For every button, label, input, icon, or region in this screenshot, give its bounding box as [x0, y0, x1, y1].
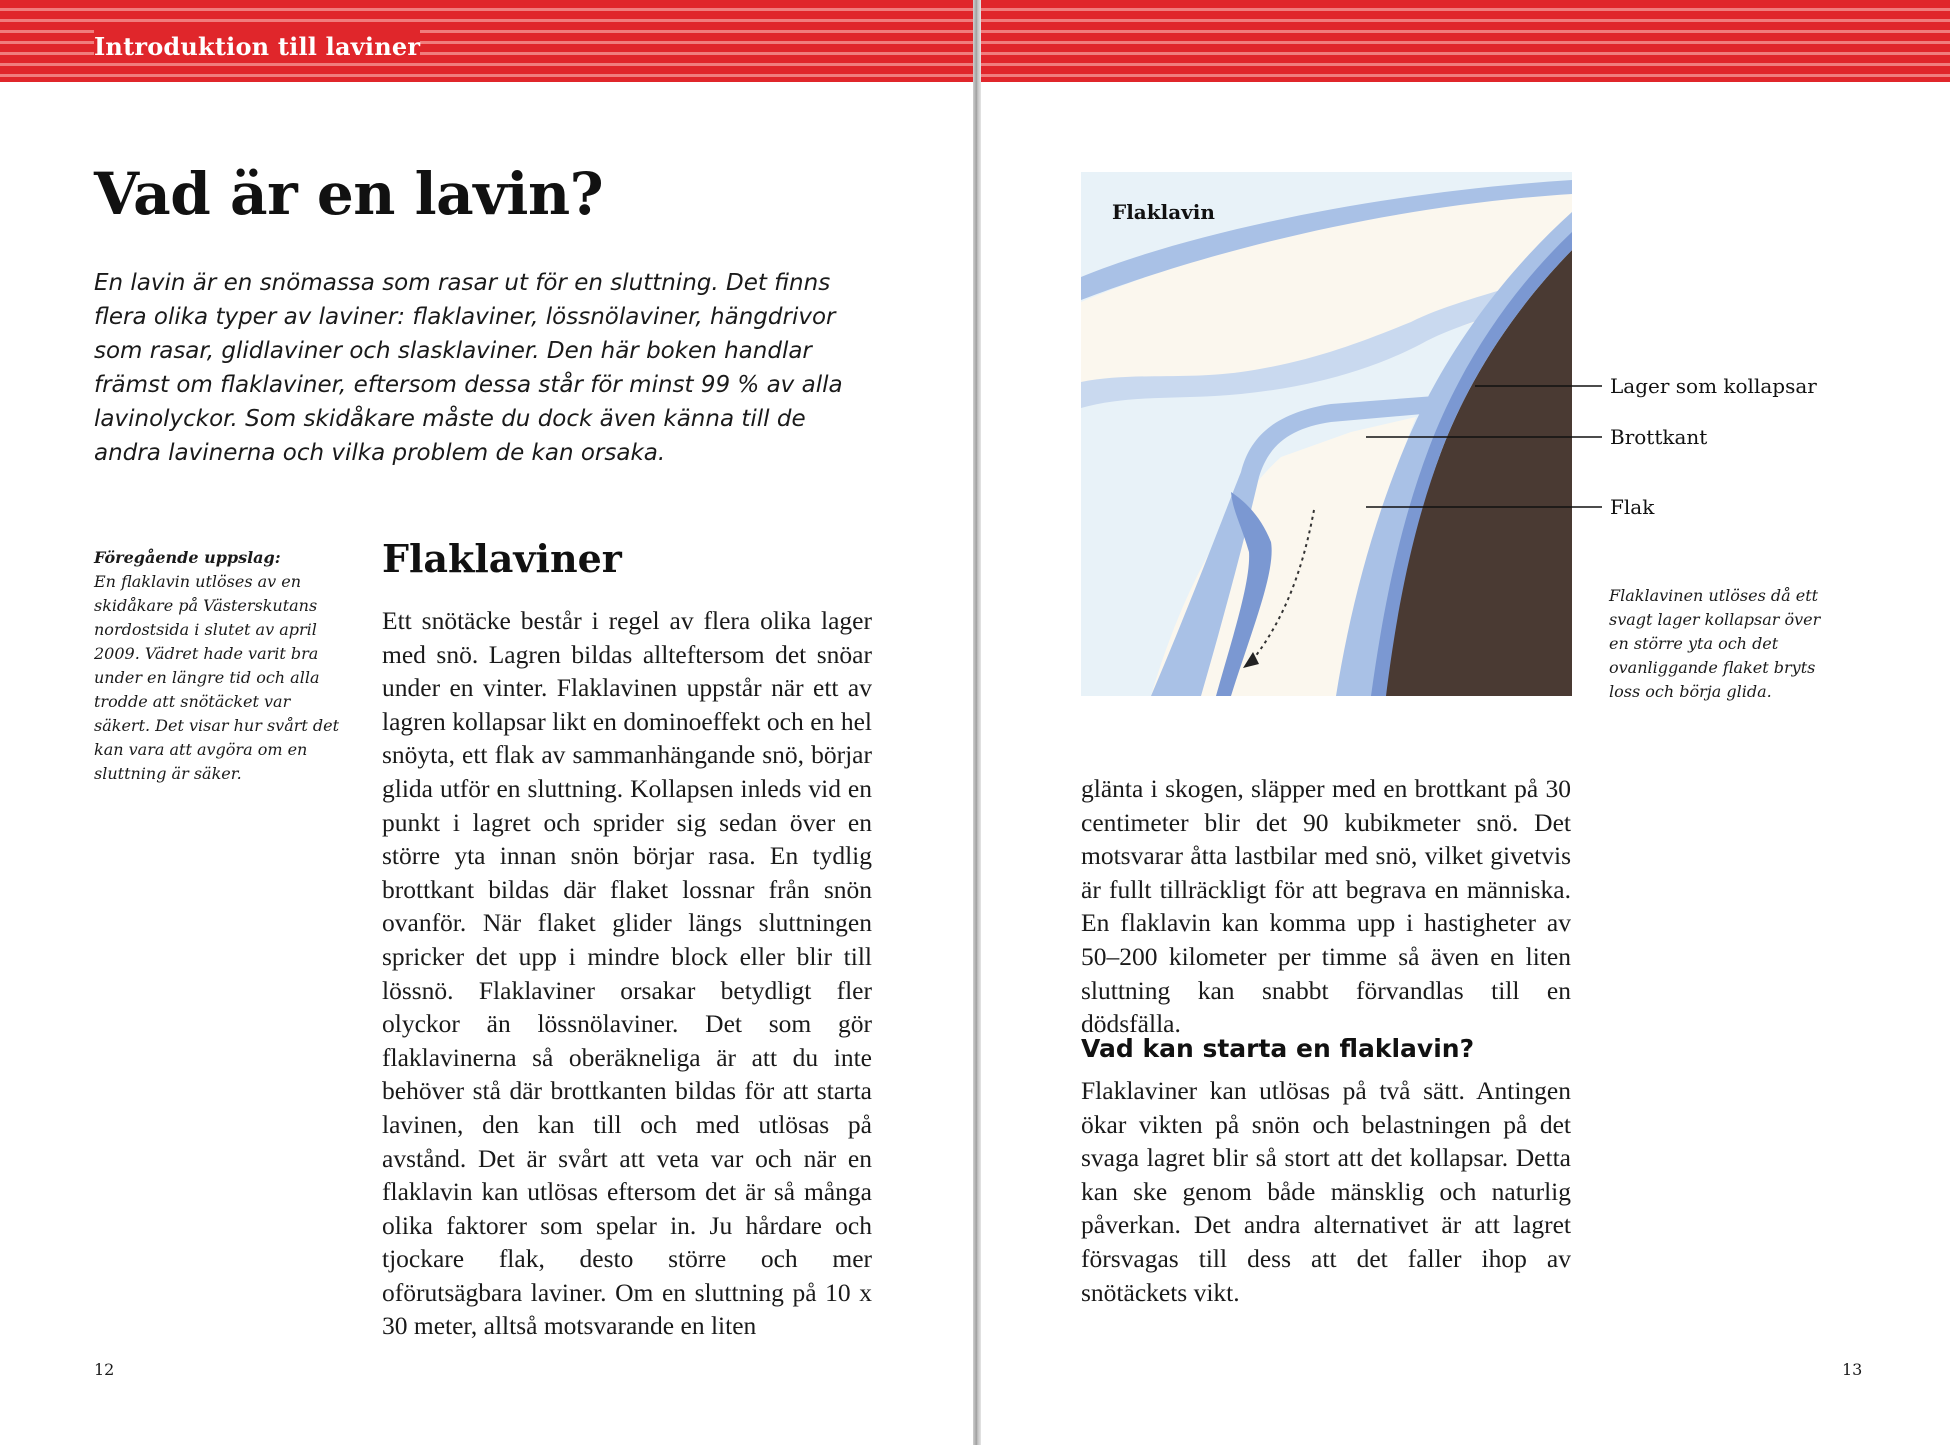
page-number-right: 13 — [1842, 1360, 1863, 1379]
slab-avalanche-illustration — [1081, 172, 1572, 696]
page-number-left: 12 — [94, 1360, 115, 1379]
label-collapse-layer: Lager som kollapsar — [1610, 374, 1817, 398]
label-fracture-line: Brottkant — [1610, 425, 1708, 449]
page-title: Vad är en lavin? — [94, 160, 604, 228]
illustration-caption: Flaklavinen utlöses då ett svagt lager kollapsar över en större yta och det ovanliggande flaket bryts loss och börja glida. — [1609, 586, 1821, 701]
photo-caption-previous-spread — [94, 546, 344, 786]
intro-paragraph: En lavin är en snömassa som rasar ut för en sluttning. Det finns flera olika typer av laviner: flaklaviner, lössnölaviner, hängdrivor som rasar, glidlaviner och slasklaviner. Den här boken handlar främst om flaklaviner, eftersom dessa står för minst 99 % av alla lavinolyckor. Som skidåkare måste du dock även känna till de andra lavinerna och vilka problem de kan orsaka. — [94, 270, 843, 466]
body-text-left: Ett snötäcke består i regel av flera olika lager med snö. Lagren bildas allteftersom det snöar under en vinter. Flaklavinen uppstår när ett av lagren kollapsar likt en dominoeffekt och en hel snöyta, ett flak av sammanhängande snö, börjar glida utför en sluttning. Kollapsen inleds vid en punkt i lagret och sprider sig sedan över en större yta innan snön börjar rasa. En tydlig brottkant bildas där flaket lossnar från snön ovanför. När flaket glider längs sluttningen spricker det upp i mindre block eller blir till lössnö. Flaklaviner orsakar betydligt fler olyckor än lössnölaviner. Det som gör flaklavinerna så oberäkneliga är att du inte behöver stå där brottkanten bildas för att starta lavinen, den kan till och med utlösas på avstånd. Det är svårt att veta var och när en flaklavin kan utlösas eftersom det är så många olika faktorer som spelar in. Ju hårdare och tjockare flak, desto större och mer oförutsägbara laviner. Om en sluttning på 10 x 30 meter, alltså motsvarande en liten — [382, 606, 872, 1341]
illustration-title: Flaklavin — [1112, 200, 1215, 224]
caption-lead: Föregående uppslag: — [94, 548, 281, 567]
running-head: Introduktion till laviner — [94, 32, 421, 61]
caption-text: En flaklavin utlöses av en skidåkare på Västerskutans nordostsida i slutet av april 2009. Vädret hade varit bra under en längre tid och alla trodde att snötäcket var säkert. Det visar hur svårt det kan vara att avgöra om en sluttning är säker. — [94, 572, 340, 783]
body-text-right-bottom: Flaklaviner kan utlösas på två sätt. Antingen ökar vikten på snön och belastningen på det svaga lagret blir så stort att det kollapsar. Detta kan ske genom både mänsklig och naturlig påverkan. Det andra alternativet är att lagret försvagas till dess att det faller ihop av snötäckets vikt. — [1081, 1076, 1571, 1307]
label-slab: Flak — [1610, 495, 1655, 519]
section-heading-flaklaviner: Flaklaviner — [382, 536, 622, 581]
page-gutter — [973, 0, 981, 1445]
subheading-what-triggers: Vad kan starta en flaklavin? — [1081, 1034, 1475, 1063]
header-band-right — [981, 0, 1950, 82]
body-text-right-top: glänta i skogen, släpper med en brottkant på 30 centimeter blir det 90 kubikmeter snö. Det motsvarar åtta lastbilar med snö, vilket givetvis är fullt tillräckligt för att begrava en människa. En flaklavin kan komma upp i hastigheter av 50–200 kilometer per timme så även en liten sluttning kan snabbt förvandlas till en dödsfälla. — [1081, 774, 1571, 1039]
